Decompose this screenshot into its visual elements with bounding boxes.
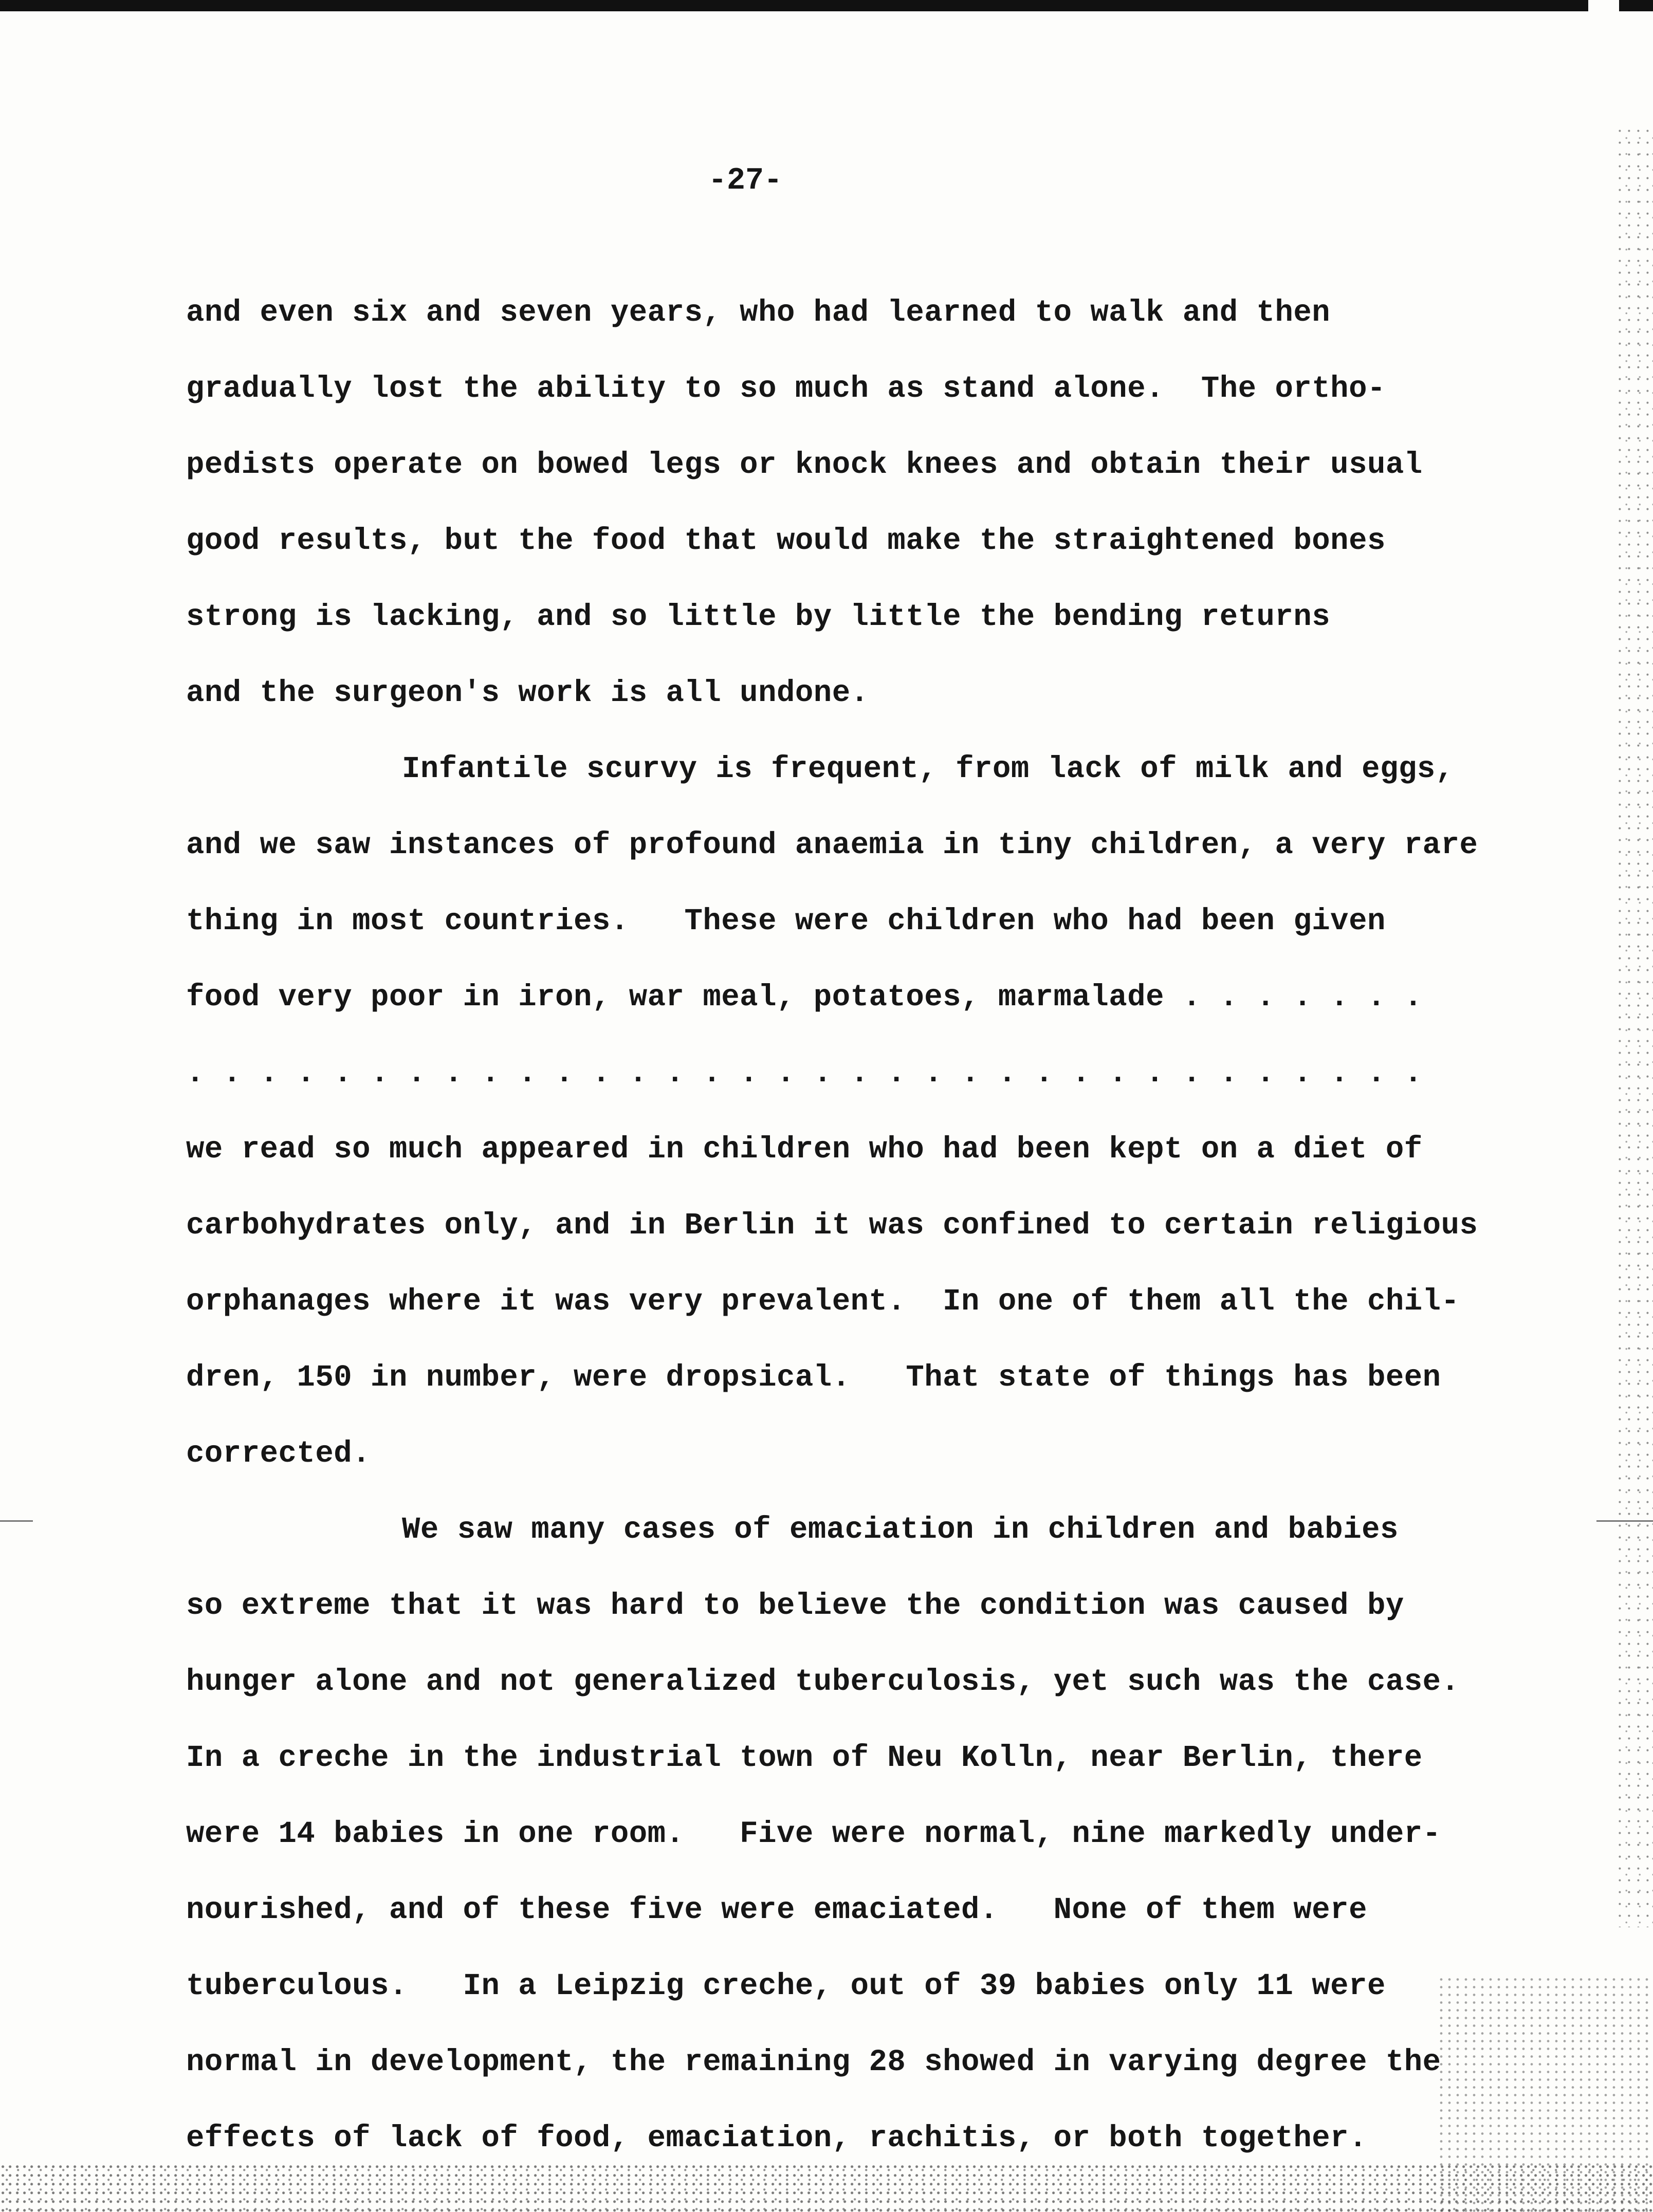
text-line: strong is lacking, and so little by little the bending returns (186, 600, 1331, 634)
text-line-indented: We saw many cases of emaciation in children and babies (402, 1513, 1399, 1547)
text-line: thing in most countries. These were children who had been given (186, 904, 1386, 938)
fold-mark-right (1596, 1520, 1653, 1522)
scan-noise-right (1617, 128, 1653, 1927)
text-line: and we saw instances of profound anaemia in tiny children, a very rare (186, 828, 1478, 862)
text-line: corrected. (186, 1436, 371, 1471)
page-number: -27- (708, 163, 783, 198)
text-line: good results, but the food that would make the straightened bones (186, 524, 1386, 558)
text-line: In a creche in the industrial town of Neu Kolln, near Berlin, there (186, 1741, 1423, 1775)
text-line: orphanages where it was very prevalent. In one of them all the chil- (186, 1284, 1460, 1319)
typed-body-text (186, 275, 1574, 2177)
text-line: hunger alone and not generalized tuberculosis, yet such was the case. (186, 1665, 1460, 1699)
ellipsis-line: . . . . . . . . . . . . . . . . . . . . . . . . . . . . . . . . . . (186, 1056, 1423, 1091)
text-line: were 14 babies in one room. Five were normal, nine markedly under- (186, 1817, 1441, 1851)
text-line: food very poor in iron, war meal, potatoes, marmalade . . . . . . . (186, 980, 1423, 1015)
text-line: and even six and seven years, who had learned to walk and then (186, 296, 1331, 330)
text-line: tuberculous. In a Leipzig creche, out of 39 babies only 11 were (186, 1969, 1386, 2003)
scan-top-gap (1588, 0, 1619, 11)
text-line: so extreme that it was hard to believe the condition was caused by (186, 1589, 1404, 1623)
text-line: and the surgeon's work is all undone. (186, 676, 869, 710)
text-line: pedists operate on bowed legs or knock knees and obtain their usual (186, 448, 1423, 482)
text-line: effects of lack of food, emaciation, rachitis, or both together. (186, 2121, 1367, 2155)
text-line: carbohydrates only, and in Berlin it was confined to certain religious (186, 1208, 1478, 1243)
text-line-indented: Infantile scurvy is frequent, from lack of milk and eggs, (402, 752, 1454, 786)
text-line: normal in development, the remaining 28 showed in varying degree the (186, 2045, 1441, 2079)
text-line: nourished, and of these five were emaciated. None of them were (186, 1893, 1367, 1927)
fold-mark-left (0, 1520, 33, 1522)
text-line: we read so much appeared in children who had been kept on a diet of (186, 1132, 1423, 1167)
text-line: dren, 150 in number, were dropsical. That state of things has been (186, 1360, 1441, 1395)
scan-top-edge (0, 0, 1653, 11)
text-line: gradually lost the ability to so much as stand alone. The ortho- (186, 372, 1386, 406)
